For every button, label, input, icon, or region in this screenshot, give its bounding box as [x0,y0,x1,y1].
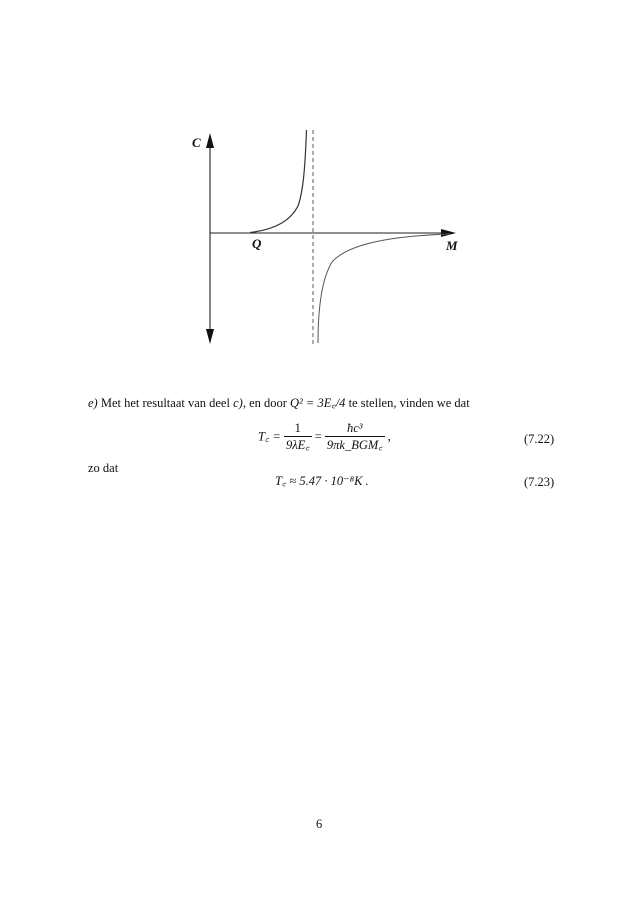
condition-formula: Q² = 3E꜀/4 [290,396,346,410]
x-axis-label: M [446,238,458,253]
eq1-lhs: T꜀ = [258,429,281,444]
equation-number-7-22: (7.22) [524,432,555,446]
curve-right-branch [318,234,450,343]
eq1-fraction-2 [325,422,385,451]
x-axis-arrow [441,229,456,237]
eq1-frac2-numerator: ħc³ [325,422,385,437]
paragraph-e [88,397,470,410]
text-after: te stellen, vinden we dat [348,396,470,410]
eq1-fraction-1 [284,422,312,451]
page-number: 6 [316,817,323,831]
eq1-frac2-denominator: 9πk_BGM꜀ [326,437,383,452]
heat-capacity-figure [0,0,636,360]
equation-7-22: T꜀ = $\frac{1}{9\lambda E꜀}$ = $\frac{\text{ħc³}}{\text{9πk\_BGM꜀}}$ , [258,421,391,452]
eq1-trailing: , [387,429,391,444]
equation-number-7-23: (7.23) [524,475,555,489]
curve-left-branch [250,130,307,233]
connector-text: zo dat [88,461,119,475]
text-before: Met het resultaat van deel [100,396,230,410]
text-middle: , en door [242,396,287,410]
y-axis-arrow-down [206,329,214,344]
y-axis-arrow-up [206,133,214,148]
eq1-frac1-denominator: 9λE꜀ [285,437,310,452]
part-reference: c) [233,396,243,410]
equation-7-23: T꜀ ≈ 5.47 · 10⁻⁸K . [275,474,369,488]
point-label: Q [252,236,262,251]
item-label: e) [88,396,98,410]
y-axis-label: C [192,135,201,150]
eq1-frac1-numerator: 1 [284,422,312,437]
